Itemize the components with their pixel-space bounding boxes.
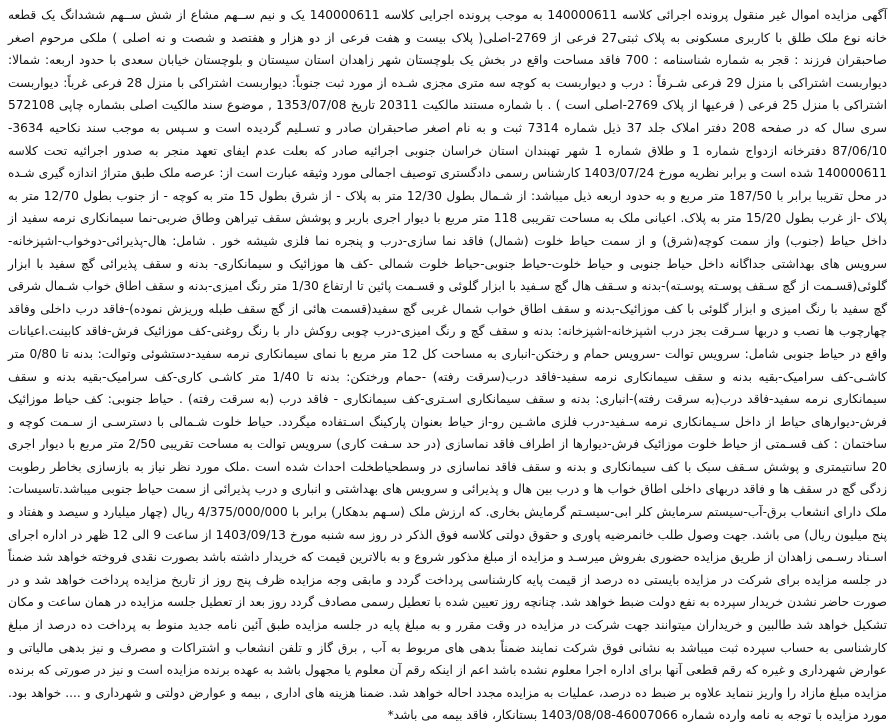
notice-text: آگهی مزایده اموال غیر منقول پرونده اجرائی کلاسه 140000611 به موجب پرونده اجرایی کلاسه 140000611 یک و نیم ســهم مشاع از شش ســهم ششدانگ یک قطعه خانه نوع ملک طلق با کاربری مسکونی به پلاک ثبتی27 فرعی از 2769-اصلی( پلاک بیست و هفت فرعی از دو هزار و هفتصد و شصت و نه اصلی ) ملکی مرحوم اصغر صاحبقران فرزند : قجر به شماره شناسنامه : 700 فاقد مساحت واقع در بخش یک بلوچستان شهر زاهدان استان سیستان و بلوچستان خیابان سعدی با حدود اربعه: شمالا: دیواربست اشتراکی با منزل 29 فرعی شـرقاً : درب و دیواربست به کوچه سه متری مجزی شـده از مورد ثبت جنوباً: دیواربست اشتراکی با منزل 28 فرعی غرباً: دیواربست اشتراکی با منزل 25 فرعی ( فرعیها از پلاک 2769-اصلی است ) . با شماره مستند مالکیت 20311 تاریخ 1353/07/08 , موضوع سند مالکیت اصلی بشماره چاپی 572108 سری سال که در صفحه 208 دفتر املاک جلد 37 ذیل شماره 7314 ثبت و به نام اصغر صاحبقران صادر و تسـلیم گردیده است و سـپس به موجب سند نکاحیه 3634-87/06/10 دفترخانه ازدواج شماره 1 و طلاق شماره 1 شهر تهبندان استان خراسان جنوبی اجرائیه صادر که بعلت عدم ایفای تعهد منجر به صدور اجرائیه تحت کلاسه 140000611 شده است و برابر نظریه مورخ 1403/07/24 کارشناس رسمی دادگستری توصیف اجمالی مورد وثیقه عبارت است از: عرصه ملک طبق متراژ اندازه گیری شـده در محل تقریبا برابر با 187/50 متر مربع و به حدود اربعه ذیل میباشد: از شـمال بطول 12/30 متر به پلاک - از شرق بطول 15 متر به کوچه - از جنوب بطول 12/70 متر به پلاک -از غرب بطول 15/20 متر به پلاک. اعیانی ملک به مساحت تقریبی 118 متر مربع با دیوار اجری باربر و پوشش سقف تیراهن وطاق ضربی-نما سیمانکاری نرمه سفید از داخل حیاط (جنوب) واز سمت کوچه(شرق) و از سمت حیاط خلوت (شمال) فاقد نما سازی-درب و پنجره نما فلزی شیشه خور . شامل: هال-پذیرائی-دوخواب-اشپزخانه-سرویس های بهداشتی جداگانه داخل حیاط جنوبی و حیاط خلوت-حیاط جنوبی-حیاط خلوت شمالی -کف ها موزائیک و سیمانکاری- بدنه و سقف پذیرائی گچ سفید با ابزار گلوئی(قسـمت از گچ سـقف پوسـته پوسـته)-بدنه و سـقف هال گچ سـفید با ابزار گلوئی و قسـمت پائین تا ارتفاع 1/30 متر رنگ امیزی-بدنه و سقف اطاق خواب شـمال شرقی گچ سفید با رنگ امیزی و ابزار گلوئی با کف موزائیک-بدنه و سقف اطاق خواب شمال غربی گچ سفید(قسمت هائی از گچ سقف طبله وریزش نموده)-فاقد درب داخلی وفاقد چهارچوب ها نصب و دربها سـرقت بجز درب اشپزخانه-اشپزخانه: بدنه و سقف گچ و رنگ امیزی-درب چوبی روکش دار با رنگ روغنی-کف موزائیک فرش-فاقد کابینت.اعیانات واقع در حیاط جنوبی شامل: سرویس توالت -سرویس حمام و رختکن-انباری به مساحت کل 12 متر مربع با نمای سیمانکاری نرمه سفید-دستشوئی وتوالت: بدنه تا 0/80 متر کاشـی-کف سرامیک-بقیه بدنه و سقف سیمانکاری نرمه سفید-فاقد درب(سرقت رفته) -حمام ورختکن: بدنه تا 1/40 متر کاشـی کاری-کف سرامیک-بقیه بدنه و سقف سیمانکاری نرمه سفید-فاقد درب(به سرقت رفته)-انباری: بدنه و سقف سیمانکاری اسـتری-کف سیمانکاری - فاقد درب (به سرقت رفته) . حیاط جنوبی: کف حیاط موزائیک فرش-دیوارهای حیاط از داخل سـیمانکاری نرمه سـفید-درب فلزی ماشـین رو-از حیاط بعنوان پارکینگ اسـتفاده میگردد. حیاط خلوت شـمالی با دسترسـی از سـمت کوچه و ساختمان : کف قسـمتی از حیاط خلوت موزائیک فرش-دیوارها از اطراف فاقد نماسازی (در حد سـفت کاری) سرویس توالت به مساحت تقریبی 2/50 متر مربع با دیوار اجری 20 سانتیمتری و پوشش سـقف سبک با کف سیمانکاری و بدنه و سقف فاقد نماسازی در وسطحیاطخلت احداث شده است .ملک مورد نظر نیاز به بازسازی بخاطر رطوبت زدگی گچ در سقف ها و فاقد دربهای داخلی اطاق خواب ها و درب بین هال و پذیرائی و سرویس های بهداشتی و انباری و درب پذیرائی از سمت حیاط جنوبی میباشد.تاسیسات: ملک دارای انشعاب برق-آب-سیستم سرمایش کلر ابی-سیسـتم گرمایش بخاری. که ارزش ملک (سـهم بدهکار) برابر با 4/375/000/000 ریال (چهار میلیارد و سیصد و هفتاد و پنج میلیون ریال) می باشد. جهت وصول طلب خانمرضیه پاوری و حقوق دولتی کلاسه فوق الذکر در روز سه شنبه مورخ 1403/09/13 از ساعت 9 الی 12 ظهر در اداره اجرای اسـناد رسـمی زاهدان از طریق مزایده حضوری بفروش میرسـد و مزایده از مبلغ مذکور شروع و به بالاترین قیمت که خریدار داشته باشد بصورت نقدی فروخته خواهد شد ضمناً در جلسه مزایده برای شرکت در مزایده بایستی ده درصد از قیمت پایه کارشناسی پرداخت گردد و مابقی وجه مزایده ظرف پنج روز از تاریخ مزایده پرداخت خواهد شد و در صورت حاضر نشدن خریدار سپرده به نفع دولت ضبط خواهد شد. چنانچه روز تعیین شده با تعطیل رسمی مصادف گردد روز بعد از تعطیل جلسه مزایده در همان ساعت و مکان تشکیل خواهد شد طالبین و خریداران میتوانند جهت شرکت در مزایده در وقت مقرر و به مبلغ پایه در جلسه مزایده طبق آئین نامه جدید منوط به پرداخت ده درصد از مبلغ کارشناسی به حساب سپرده ثبت میباشد به نشانی فوق شرکت نمایند ضمناً بدهی های مربوط به آب , برق گاز و تلفن انشعاب و اشتراکات و مصرف و نیز بدهی مالیاتی و عوارض شهرداری و غیره که رقم قطعی آنها برای اداره اجرا معلوم نشده باشد اعم از اینکه رقم آن معلوم یا مجهول باشد به عهده برنده مزایده است و نیز در صورتی که برنده مزایده مبلغ مازاد را واریز ننماید علاوه بر ضبط ده درصد، عملیات به مزایده مجدد احاله خواهد شد. ضمنا هزینه های اداری , بیمه و عوارض دولتی و شهرداری و .... خواهد بود. مورد مزایده با توجه به نامه وارده شماره 46007066-1403/08/08 بستانکار، فاقد بیمه می باشد* (8, 8, 888, 723)
